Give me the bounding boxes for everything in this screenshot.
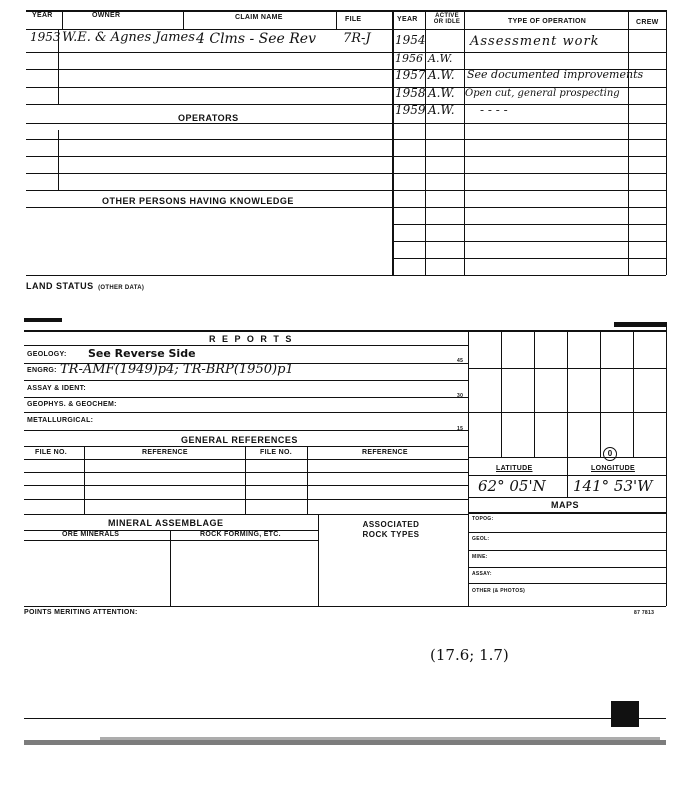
- row-line: [392, 139, 666, 140]
- metallurgical-label: METALLURGICAL:: [27, 417, 94, 424]
- maps-assay: ASSAY:: [472, 571, 492, 577]
- maps-title: MAPS: [551, 500, 580, 510]
- maps-topog: TOPOG:: [472, 516, 494, 522]
- grid-line: [666, 322, 667, 606]
- divider: [464, 10, 465, 275]
- ref-divider: [307, 446, 308, 514]
- mineral-assemblage-title: MINERAL ASSEMBLAGE: [108, 518, 224, 528]
- divider: [628, 10, 629, 275]
- longitude-value: 141° 53'W: [573, 477, 653, 495]
- divider: [425, 10, 426, 275]
- points-meriting-label: POINTS MERITING ATTENTION:: [24, 609, 138, 616]
- scan-smudge: [24, 740, 666, 745]
- row-line: [392, 156, 666, 157]
- row-line: [392, 224, 666, 225]
- row-line: [26, 190, 392, 191]
- row-line: [392, 190, 666, 191]
- row-line: [24, 514, 468, 515]
- divider: [336, 10, 337, 30]
- row-line: [392, 207, 666, 208]
- header-owner: OWNER: [92, 12, 121, 19]
- grid-line: [567, 330, 568, 457]
- scan-mark: [614, 322, 666, 327]
- row-line: [26, 123, 392, 124]
- row-line: [24, 499, 468, 500]
- top-border: [26, 10, 666, 12]
- land-status-label: LAND STATUS (OTHER DATA): [26, 281, 145, 291]
- general-references-title: GENERAL REFERENCES: [181, 435, 298, 445]
- other-persons-title: OTHER PERSONS HAVING KNOWLEDGE: [102, 196, 294, 206]
- reports-right-divider: [468, 330, 469, 606]
- divider: [62, 10, 63, 30]
- maps-mine: MINE:: [472, 554, 488, 560]
- associated-rock-types-title: ASSOCIATED ROCK TYPES: [362, 520, 420, 539]
- grid-line: [468, 583, 666, 584]
- row-line: [26, 207, 392, 208]
- grid-line: [468, 497, 666, 498]
- row-line: [26, 173, 392, 174]
- grid-line: [633, 330, 634, 457]
- main-divider: [392, 10, 394, 275]
- maps-other: OTHER (& PHOTOS): [472, 588, 526, 594]
- geophys-label: GEOPHYS. & GEOCHEM:: [27, 401, 117, 408]
- circle-mark: 0: [603, 447, 617, 461]
- owner-name: W.E. & Agnes James: [62, 30, 195, 45]
- operators-title: OPERATORS: [178, 113, 239, 123]
- header-crew: CREW: [636, 19, 659, 26]
- reports-top-border: [24, 330, 666, 332]
- row-line: [24, 380, 468, 381]
- row-line: [26, 87, 392, 88]
- divider: [183, 10, 184, 30]
- owner-file: 7R-J: [343, 31, 371, 46]
- side-number: 15: [457, 426, 464, 432]
- ref-reference: REFERENCE: [142, 449, 188, 456]
- latitude-value: 62° 05'N: [478, 477, 546, 495]
- row-line: [392, 241, 666, 242]
- row-line: [24, 430, 468, 431]
- engrg-label: ENGRG:: [27, 367, 57, 374]
- mineral-divider: [170, 530, 171, 606]
- latitude-label: LATITUDE: [496, 465, 533, 472]
- grid-line: [468, 550, 666, 551]
- row-line: [24, 459, 468, 460]
- header-claim-name: CLAIM NAME: [235, 14, 283, 21]
- grid-line: [501, 330, 502, 457]
- row-line: [24, 485, 468, 486]
- header-year: YEAR: [32, 12, 53, 19]
- handwritten-note: (17.6; 1.7): [430, 646, 509, 664]
- row-line: [24, 540, 318, 541]
- row-line: [24, 446, 468, 447]
- row-line: [26, 104, 392, 105]
- longitude-label: LONGITUDE: [591, 465, 635, 472]
- ref-file-no: FILE NO.: [35, 449, 67, 456]
- owner-year: 1953: [30, 30, 61, 44]
- row-line: [24, 472, 468, 473]
- grid-line: [468, 532, 666, 533]
- row-line: [26, 139, 392, 140]
- grid-line: [567, 457, 568, 497]
- scan-block: [611, 701, 639, 727]
- maps-geol: GEOL:: [472, 536, 490, 542]
- geology-value: See Reverse Side: [88, 347, 196, 360]
- grid-line: [468, 368, 666, 369]
- grid-line: [468, 412, 666, 413]
- geology-label: GEOLOGY:: [27, 351, 67, 358]
- row-line: [24, 412, 468, 413]
- header-file: FILE: [345, 16, 362, 23]
- ref-divider: [245, 446, 246, 514]
- engrg-value: TR-AMF(1949)p4; TR-BRP(1950)p1: [60, 362, 294, 377]
- header-type-of-operation: TYPE OF OPERATION: [508, 18, 587, 25]
- row-line: [392, 173, 666, 174]
- side-number: 30: [457, 393, 464, 399]
- ore-minerals-label: ORE MINERALS: [62, 531, 120, 538]
- bottom-line: [24, 718, 666, 719]
- row-line: [26, 69, 392, 70]
- grid-line: [468, 567, 666, 568]
- ref-reference-2: REFERENCE: [362, 449, 408, 456]
- row-line: [392, 123, 666, 124]
- grid-line: [534, 330, 535, 457]
- header-year-2: YEAR: [397, 16, 418, 23]
- header-active-idle: ACTIVE OR IDLE: [433, 13, 461, 25]
- row-line: [26, 52, 392, 53]
- row-line: [26, 156, 392, 157]
- assay-label: ASSAY & IDENT:: [27, 385, 87, 392]
- ref-file-no-2: FILE NO.: [260, 449, 292, 456]
- row-line: [392, 258, 666, 259]
- grid-line: [600, 330, 601, 457]
- side-number: 45: [457, 358, 464, 364]
- owner-claim: 4 Clms - See Rev: [196, 31, 316, 47]
- rock-forming-label: ROCK FORMING, ETC.: [200, 531, 281, 538]
- ref-divider: [84, 446, 85, 514]
- form-code: 87 7813: [634, 610, 655, 616]
- scan-mark: [24, 318, 62, 322]
- divider: [666, 10, 667, 275]
- bottom-border: [24, 606, 666, 607]
- mineral-divider: [318, 514, 319, 606]
- reports-title: R E P O R T S: [209, 334, 294, 344]
- scan-smudge: [100, 737, 660, 740]
- row-line: [24, 397, 468, 398]
- reports-header-line: [24, 345, 468, 346]
- grid-line: [468, 512, 666, 514]
